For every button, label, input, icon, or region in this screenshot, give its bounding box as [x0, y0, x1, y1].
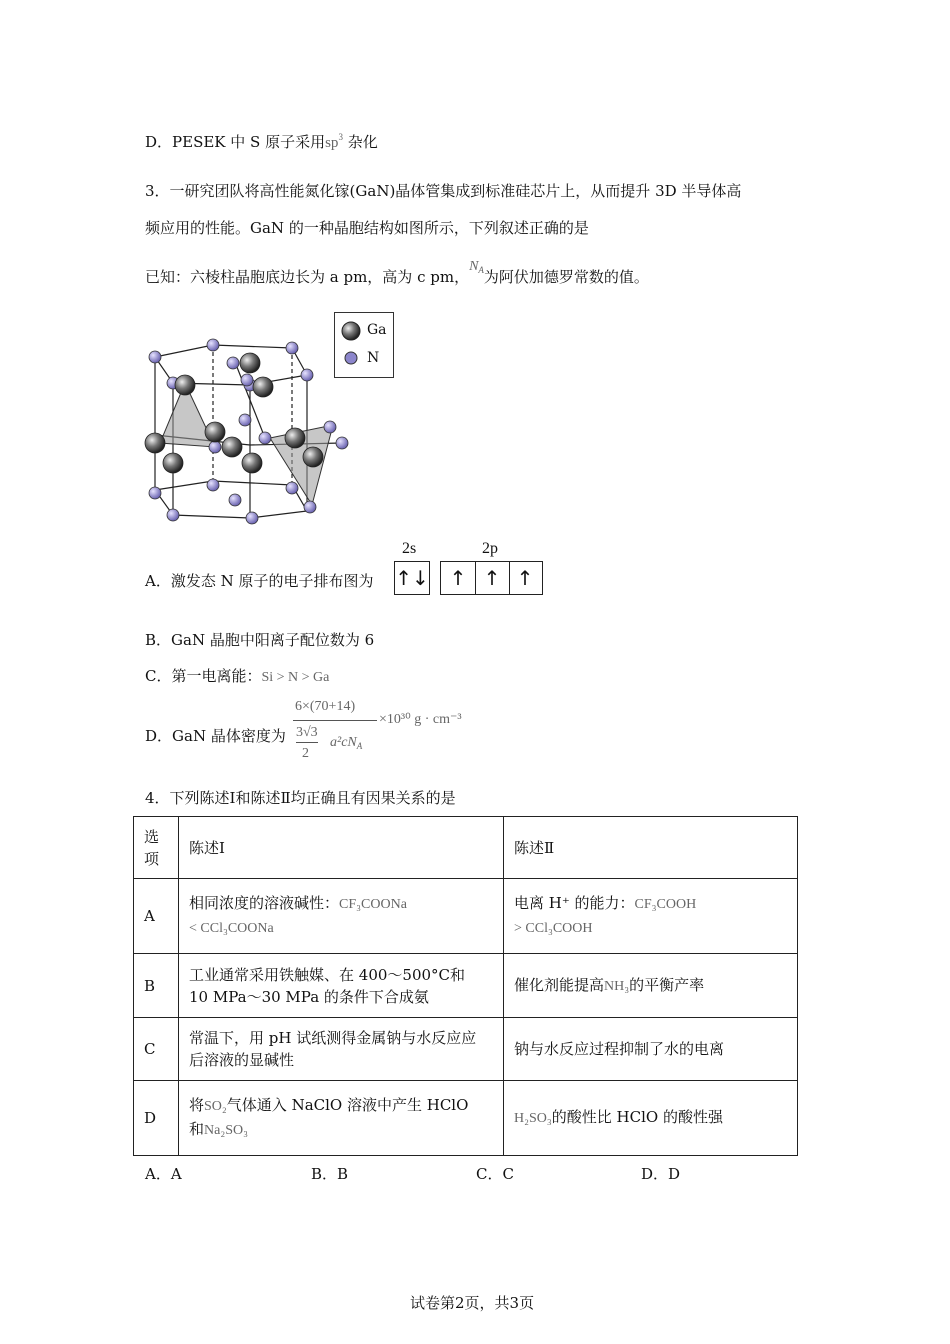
q3-option-a: A．激发态 N 原子的电子排布图为 [145, 572, 374, 590]
gan-unit-cell-diagram [140, 335, 360, 525]
q3-option-d: D．GaN 晶体密度为 [145, 727, 286, 745]
choice-a: A．A [145, 1165, 182, 1183]
orbital-2s-label: 2s [402, 540, 417, 557]
q3-option-b: B．GaN 晶胞中阳离子配位数为 6 [145, 631, 375, 649]
orbital-2s-arrows: ↑↓ [395, 566, 429, 590]
row-statement-2: 钠与水反应过程抑制了水的电离 [504, 1018, 798, 1081]
choice-d: D．D [641, 1165, 681, 1183]
legend-ga-label: Ga [367, 322, 387, 338]
table-row [134, 1081, 798, 1156]
legend-n-label: N [367, 350, 380, 366]
orbital-2s-box [394, 561, 430, 595]
table-row [134, 954, 798, 1018]
header-statement-1: 陈述Ⅰ [179, 817, 504, 879]
fraction-bar [293, 720, 377, 721]
header-statement-2: 陈述Ⅱ [504, 817, 798, 879]
orbital-2p-label: 2p [482, 540, 498, 557]
q3-option-c: C．第一电离能：Si > N > Ga [145, 667, 330, 685]
row-statement-2: H₂SO₃的酸性比 HClO 的酸性强 [504, 1081, 798, 1156]
row-statement-1: 将SO₂气体通入 NaClO 溶液中产生 HClO 和Na₂SO₃ [179, 1081, 504, 1156]
row-statement-1: 相同浓度的溶液碱性：CF₃COONa < CCl₃COONa [179, 879, 504, 954]
fraction-bar-small [296, 742, 318, 743]
density-numerator: 6×(70+14) [295, 699, 356, 714]
figure-legend [334, 312, 394, 378]
row-statement-2: 电离 H⁺ 的能力：CF₃COOH > CCl₃COOH [504, 879, 798, 954]
density-denominator-b: 2 [302, 746, 309, 761]
choice-c: C．C [476, 1165, 514, 1183]
row-option: C [134, 1018, 179, 1081]
row-option: A [134, 879, 179, 954]
row-statement-2: 催化剂能提高NH₃的平衡产率 [504, 954, 798, 1018]
table-row [134, 879, 798, 954]
orbital-2p-cell: ↑ [475, 562, 510, 594]
table-row [134, 1018, 798, 1081]
row-option: D [134, 1081, 179, 1156]
header-option: 选 项 [134, 817, 179, 879]
q4-stem: 4．下列陈述Ⅰ和陈述Ⅱ均正确且有因果关系的是 [145, 789, 456, 807]
n-atom-icon [344, 351, 358, 365]
q4-table [133, 816, 798, 1156]
page-footer: 试卷第2页，共3页 [410, 1294, 535, 1312]
ga-atom-icon [341, 321, 361, 341]
row-statement-1: 工业通常采用铁触媒、在 400～500°C和 10 MPa～30 MPa 的条件下合成氨 [179, 954, 504, 1018]
orbital-2p-box [440, 561, 543, 595]
q2-option-d: D．PESEK 中 S 原子采用$sp^3$ 杂化 [145, 132, 378, 151]
table-header-row [134, 817, 798, 879]
row-option: B [134, 954, 179, 1018]
orbital-2p-cell: ↑ [441, 562, 476, 594]
q3-stem-line2: 频应用的性能。GaN 的一种晶胞结构如图所示，下列叙述正确的是 [145, 219, 589, 237]
density-denominator-c: $a^2cN_A$ [330, 735, 363, 751]
q3-stem-line1: 3．一研究团队将高性能氮化镓(GaN)晶体管集成到标准硅芯片上，从而提升 3D 半导体高 [145, 182, 742, 200]
density-tail: ×10³⁰ g · cm⁻³ [379, 712, 462, 727]
row-statement-1: 常温下，用 pH 试纸测得金属钠与水反应应 后溶液的显碱性 [179, 1018, 504, 1081]
density-denominator-a: 3√3 [296, 725, 318, 740]
choice-b: B．B [311, 1165, 349, 1183]
orbital-2p-cell: ↑ [516, 566, 534, 590]
q3-given: 已知：六棱柱晶胞底边长为 a pm，高为 c pm，$N_A$为阿伏加德罗常数的值。 [145, 259, 649, 286]
